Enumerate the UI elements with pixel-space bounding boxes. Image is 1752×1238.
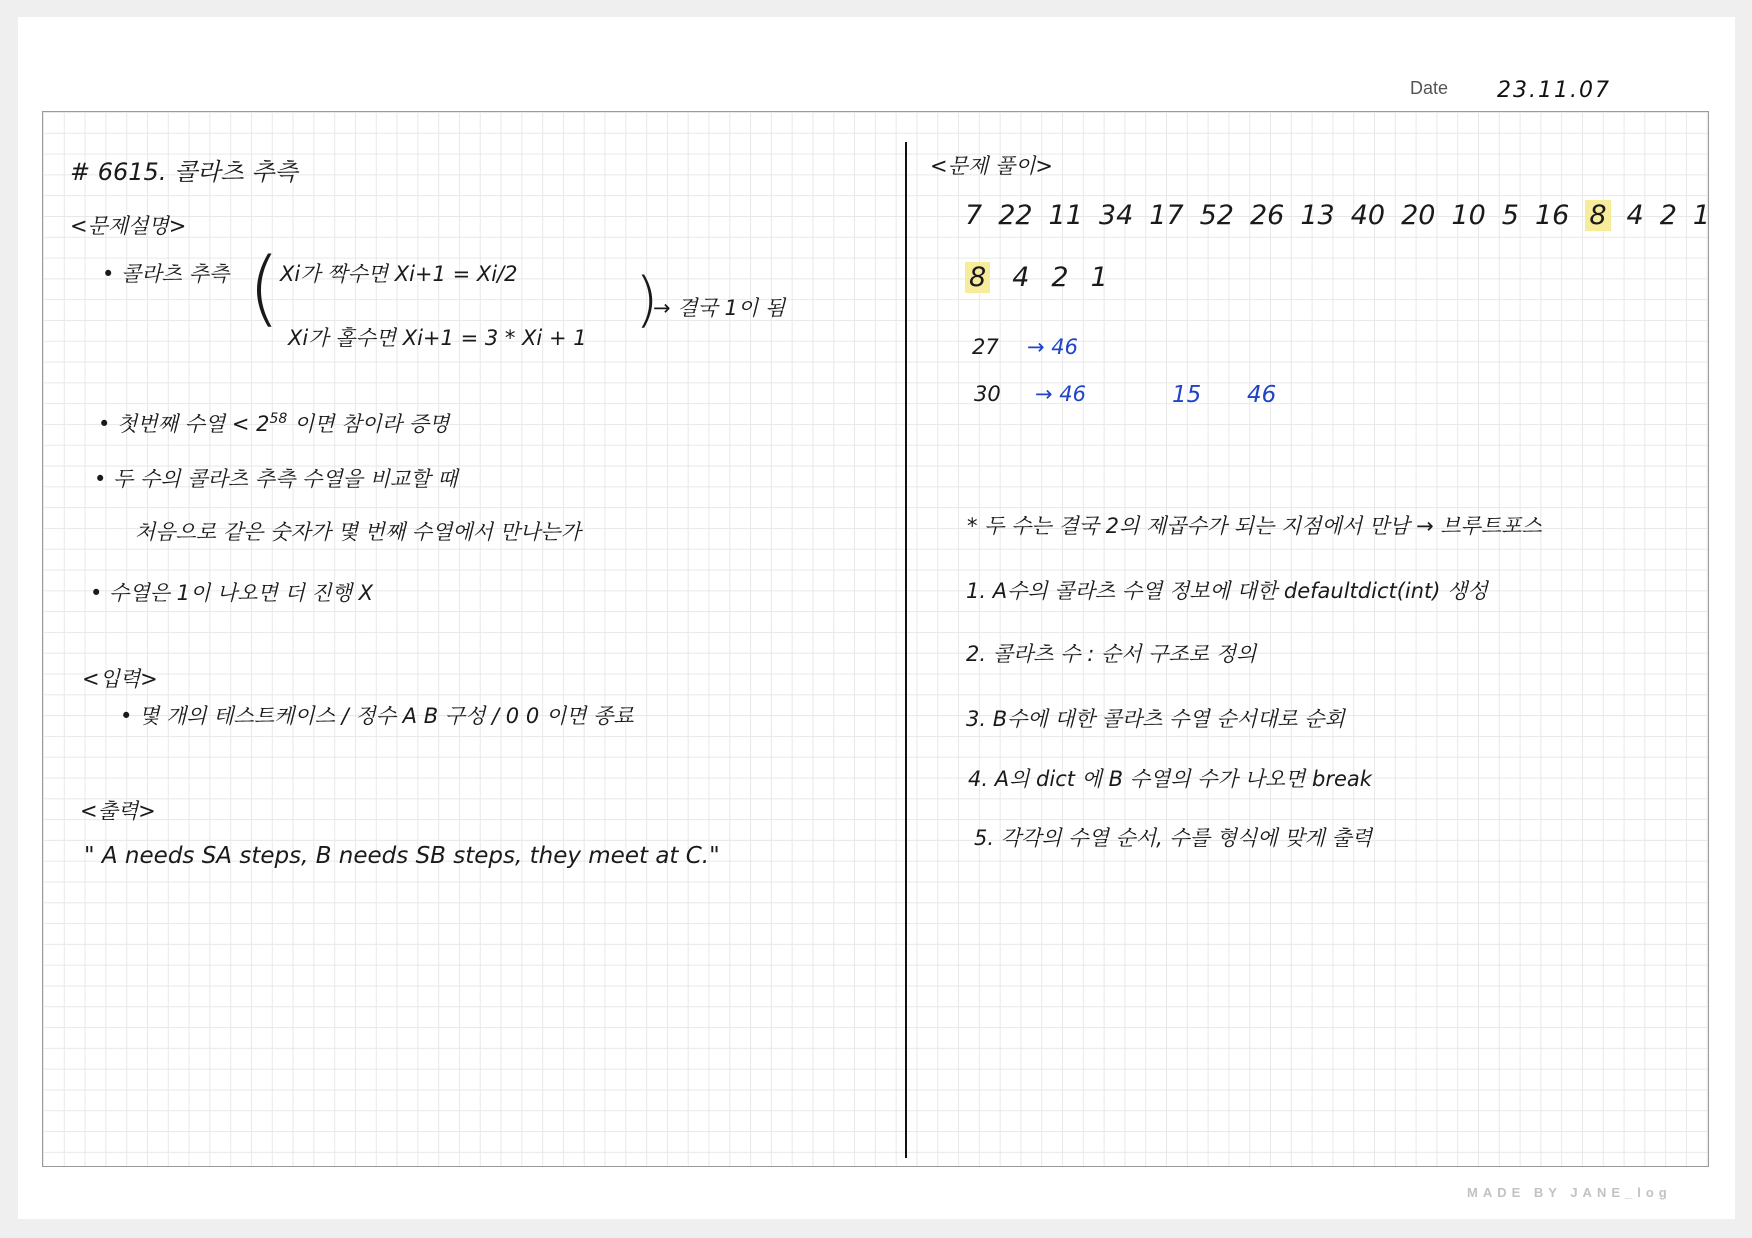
sequence-number: 5 <box>1501 200 1519 231</box>
bullet-proof: • 첫번째 수열 < $2^{58}$ 이면 참이라 증명 <box>98 411 450 436</box>
sequence-number: 16 <box>1534 200 1570 231</box>
sequence-number: 34 <box>1098 200 1134 231</box>
step-1: 1. A수의 콜라츠 수열 정보에 대한 defaultdict(int) 생성 <box>966 579 1488 603</box>
bullet-stop: • 수열은 1이 나오면 더 진행 X <box>90 581 374 605</box>
section-input: <입력> <box>82 667 158 691</box>
collatz-sequence-continued <box>965 262 1130 293</box>
output-line: " A needs SA steps, B needs SB steps, they meet at C." <box>84 843 720 869</box>
step-2: 2. 콜라츠 수 : 순서 구조로 정의 <box>966 642 1257 666</box>
page-divider <box>905 142 907 1158</box>
sequence-number: 11 <box>1048 200 1083 231</box>
case-odd: Xi가 홀수면 Xi+1 = 3 * Xi + 1 <box>288 326 587 350</box>
date-label: Date <box>1410 78 1449 98</box>
sequence-number: 1 <box>1090 262 1108 293</box>
right-paren: ) <box>635 265 659 335</box>
bullet-compare-line2: 처음으로 같은 숫자가 몇 번째 수열에서 만나는가 <box>135 520 581 544</box>
credit-watermark: MADE BY JANE_log <box>1467 1185 1672 1200</box>
sequence-number: 13 <box>1300 200 1335 231</box>
collatz-sequence <box>965 200 1726 231</box>
input-line: • 몇 개의 테스트케이스 / 정수 A B 구성 / 0 0 이면 종료 <box>120 704 634 728</box>
date-value: 23.11.07 <box>1497 78 1611 103</box>
sequence-number: 17 <box>1149 200 1184 231</box>
sequence-number: 8 <box>1585 200 1610 231</box>
section-solution: <문제 풀이> <box>930 154 1054 178</box>
section-description: <문제설명> <box>70 214 187 238</box>
section-output: <출력> <box>80 799 156 823</box>
step-5: 5. 각각의 수열 순서, 수를 형식에 맞게 출력 <box>974 826 1373 850</box>
example1-arrow: → 46 <box>1027 335 1078 359</box>
sequence-number: 20 <box>1401 200 1436 231</box>
sequence-number: 4 <box>1012 262 1030 293</box>
problem-title: # 6615. 콜라츠 추측 <box>70 158 298 186</box>
step-4: 4. A의 dict 에 B 수열의 수가 나오면 break <box>968 767 1372 791</box>
sequence-number: 4 <box>1626 200 1644 231</box>
sequence-number: 2 <box>1659 200 1677 231</box>
sequence-number: 22 <box>998 200 1033 231</box>
example2-arrow: → 46 <box>1035 382 1086 406</box>
result-note: → 결국 1이 됨 <box>653 296 786 320</box>
case-even: Xi가 짝수면 Xi+1 = Xi/2 <box>280 262 518 286</box>
sequence-number: 7 <box>965 200 983 231</box>
step-3: 3. B수에 대한 콜라츠 수열 순서대로 순회 <box>966 707 1345 731</box>
bullet-collatz: • 콜라츠 추측 <box>102 262 230 286</box>
bullet-compare-line1: • 두 수의 콜라츠 추측 수열을 비교할 때 <box>94 467 458 491</box>
sequence-number: 26 <box>1249 200 1285 231</box>
insight-note: * 두 수는 결국 2의 제곱수가 되는 지점에서 만남 → 브루트포스 <box>967 514 1542 538</box>
example1-start: 27 <box>972 335 999 359</box>
sequence-number: 2 <box>1051 262 1069 293</box>
sequence-number: 10 <box>1451 200 1486 231</box>
example2-mid: 15 <box>1172 382 1202 408</box>
sequence-number: 8 <box>965 262 990 293</box>
example2-start: 30 <box>974 382 1001 406</box>
sequence-number: 40 <box>1350 200 1386 231</box>
left-paren: ( <box>248 241 280 336</box>
sequence-number: 52 <box>1199 200 1234 231</box>
sequence-number: 1 <box>1692 200 1711 231</box>
example2-end: 46 <box>1247 382 1277 408</box>
